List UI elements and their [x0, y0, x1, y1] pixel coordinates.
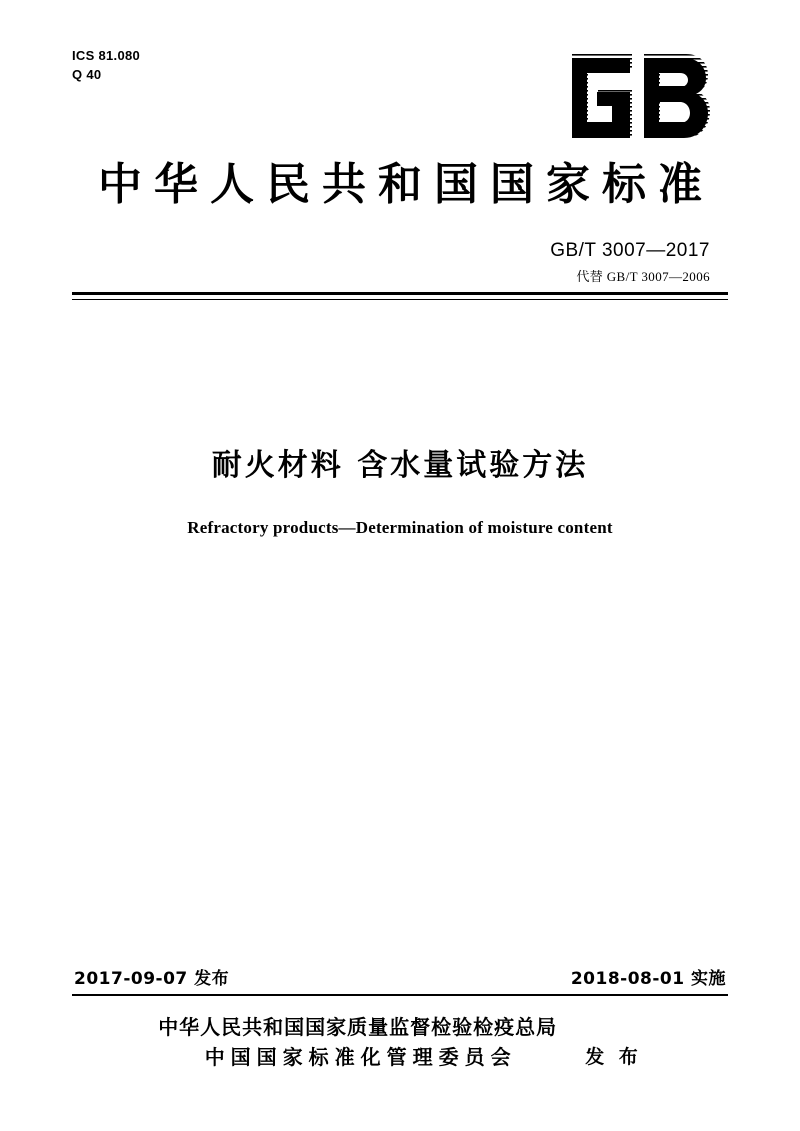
- standard-number-block: [550, 240, 710, 285]
- publish-word: 发 布: [585, 1045, 642, 1068]
- publisher-line-2: 中国国家标准化管理委员会: [204, 1045, 517, 1069]
- ics-block: [72, 46, 140, 84]
- effective-date: 2018-08-01 实施: [570, 969, 726, 989]
- divider-bottom: [72, 994, 728, 996]
- divider-thin: [72, 299, 728, 300]
- standard-replaces: 代替 GB/T 3007—2006: [576, 269, 710, 284]
- document-title-english: Refractory products—Determination of moisture content: [187, 518, 613, 537]
- ics-code: ICS 81.080: [72, 48, 141, 63]
- standard-number: GB/T 3007—2017: [550, 240, 710, 261]
- gb-logo-icon: [552, 46, 722, 146]
- classification-code: Q 40: [72, 67, 102, 82]
- publisher-block: [0, 1012, 800, 1072]
- divider-thick: [72, 292, 728, 295]
- publisher-line-1: 中华人民共和国国家质量监督检验检疫总局: [158, 1015, 558, 1039]
- issue-date: 2017-09-07 发布: [74, 969, 230, 989]
- publisher-names: [158, 1012, 557, 1072]
- document-title-chinese: 耐火材料 含水量试验方法: [211, 448, 589, 483]
- page-title: 中华人民共和国国家标准: [98, 159, 714, 210]
